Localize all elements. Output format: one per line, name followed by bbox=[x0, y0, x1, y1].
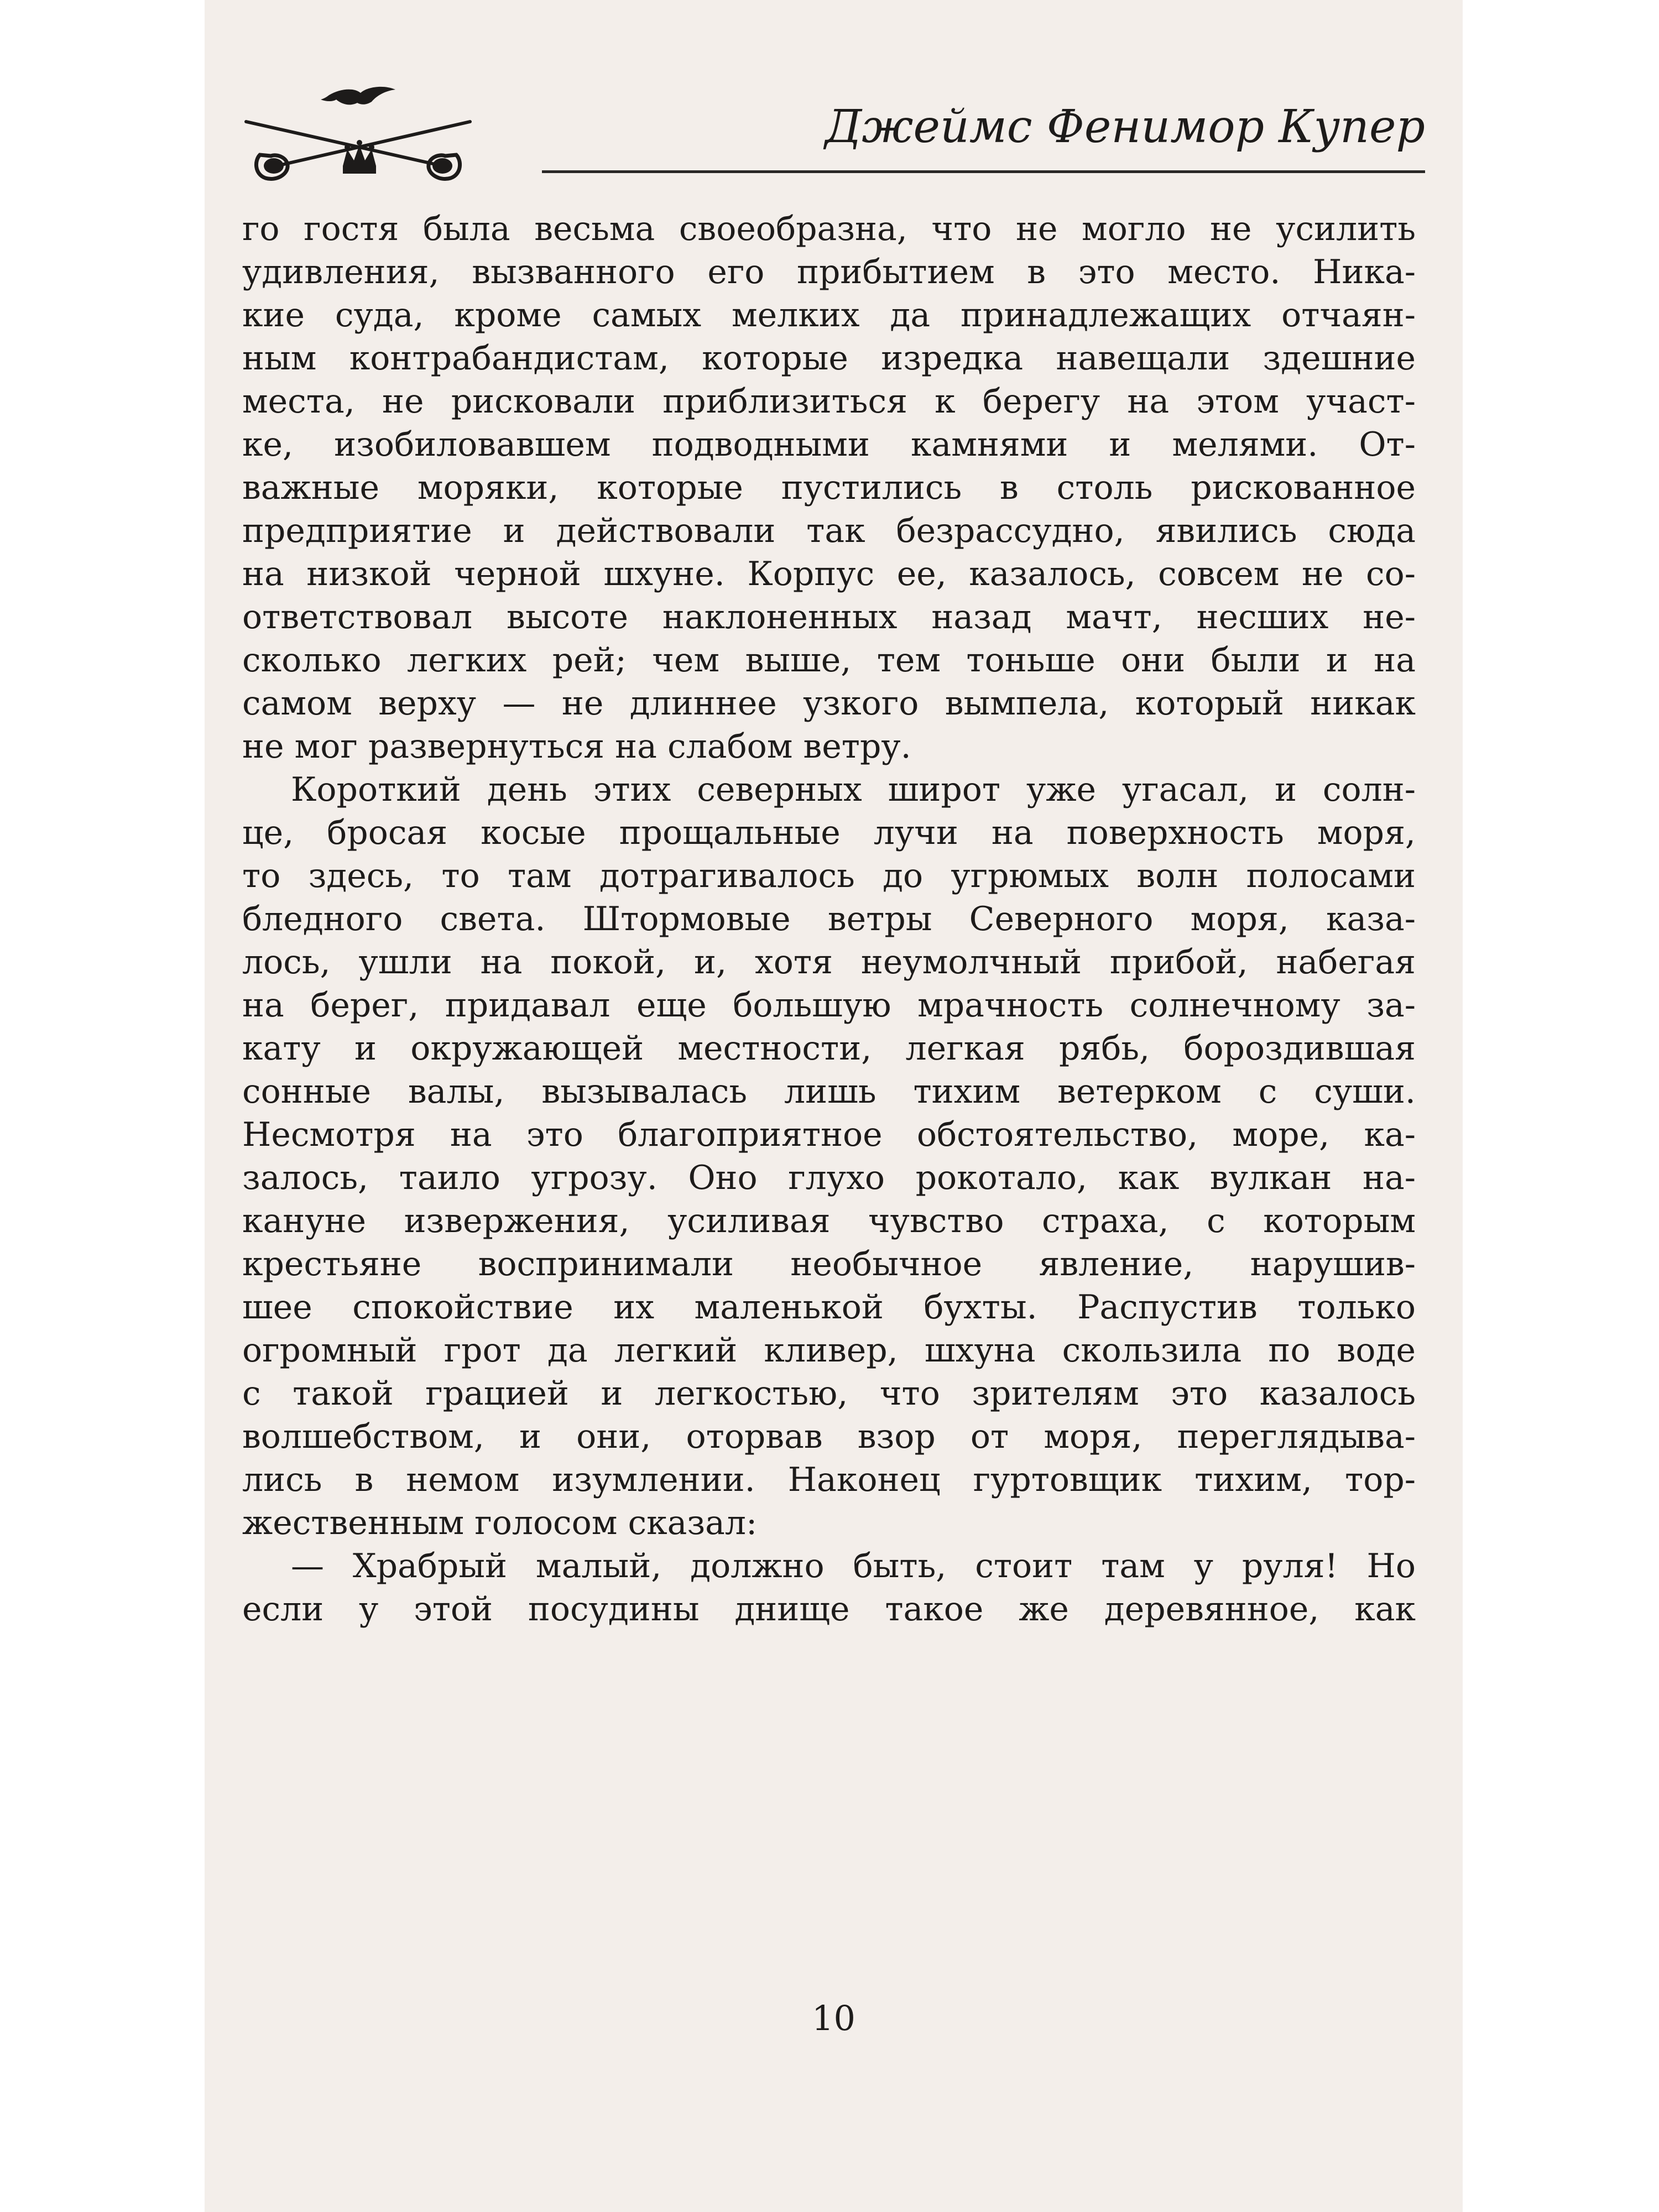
text-line: залось, таило угрозу. Оно глухо рокотало, как вулкан на- bbox=[242, 1159, 1416, 1197]
text-line: це, бросая косые прощальные лучи на поверхность моря, bbox=[242, 813, 1416, 852]
text-line: предприятие и действовали так безрассудно, явились сюда bbox=[242, 512, 1416, 550]
text-line: бледного света. Штормовые ветры Северного моря, каза- bbox=[242, 900, 1416, 938]
text-line: если у этой посудины днище такое же деревянное, как bbox=[242, 1590, 1416, 1629]
running-head: Джеймс Фенимор Купер bbox=[825, 101, 1425, 153]
text-line: сонные валы, вызывалась лишь тихим ветерком с суши. bbox=[242, 1072, 1416, 1111]
page-number: 10 bbox=[812, 1998, 855, 2038]
text-line: го гостя была весьма своеобразна, что не могло не усилить bbox=[242, 210, 1416, 248]
text-line: — Храбрый малый, должно быть, стоит там у руля! Но bbox=[291, 1547, 1416, 1585]
text-line: с такой грацией и легкостью, что зрителям это казалось bbox=[242, 1374, 1416, 1413]
text-line: жественным голосом сказал: bbox=[242, 1504, 758, 1542]
text-line: удивления, вызванного его прибытием в это место. Ника- bbox=[242, 253, 1416, 291]
text-line: ответствовал высоте наклоненных назад мачт, несших не- bbox=[242, 598, 1416, 637]
text-line: ке, изобиловавшем подводными камнями и мелями. От- bbox=[242, 425, 1416, 464]
page-header bbox=[205, 72, 1463, 199]
text-line: места, не рисковали приблизиться к берегу на этом участ- bbox=[242, 382, 1416, 421]
header-rule bbox=[542, 170, 1425, 173]
text-line: самом верху — не длиннее узкого вымпела, который никак bbox=[242, 684, 1416, 723]
text-line: кие суда, кроме самых мелких да принадлежащих отчаян- bbox=[242, 296, 1416, 335]
body-text bbox=[242, 207, 1416, 1631]
book-page bbox=[205, 0, 1463, 2212]
text-line: лись в немом изумлении. Наконец гуртовщик тихим, тор- bbox=[242, 1460, 1416, 1499]
text-line: на низкой черной шхуне. Корпус ее, казалось, совсем не со- bbox=[242, 555, 1416, 593]
text-line: волшебством, и они, оторвав взор от моря, переглядыва- bbox=[242, 1417, 1416, 1456]
text-line: крестьяне воспринимали необычное явление, нарушив- bbox=[242, 1245, 1416, 1284]
text-line: огромный грот да легкий кливер, шхуна скользила по воде bbox=[242, 1331, 1416, 1370]
text-line: сколько легких рей; чем выше, тем тоньше они были и на bbox=[242, 641, 1416, 680]
text-line: шее спокойствие их маленькой бухты. Распустив только bbox=[242, 1288, 1416, 1327]
eagle-crossed-swords-crown-icon bbox=[238, 83, 481, 194]
text-line: не мог развернуться на слабом ветру. bbox=[242, 727, 911, 766]
text-line: кануне извержения, усиливая чувство страха, с которым bbox=[242, 1202, 1416, 1240]
text-line: Несмотря на это благоприятное обстоятельство, море, ка- bbox=[242, 1115, 1416, 1154]
text-line: ным контрабандистам, которые изредка навещали здешние bbox=[242, 339, 1416, 378]
text-line: кату и окружающей местности, легкая рябь, бороздившая bbox=[242, 1029, 1416, 1068]
paragraph bbox=[242, 207, 1416, 768]
text-line: то здесь, то там дотрагивалось до угрюмых волн полосами bbox=[242, 857, 1416, 895]
text-line: Короткий день этих северных широт уже угасал, и солн- bbox=[291, 770, 1416, 809]
text-line: важные моряки, которые пустились в столь рискованное bbox=[242, 468, 1416, 507]
paragraph bbox=[242, 1545, 1416, 1631]
paragraph bbox=[242, 768, 1416, 1545]
text-line: лось, ушли на покой, и, хотя неумолчный прибой, набегая bbox=[242, 943, 1416, 982]
text-line: на берег, придавал еще большую мрачность солнечному за- bbox=[242, 986, 1416, 1025]
